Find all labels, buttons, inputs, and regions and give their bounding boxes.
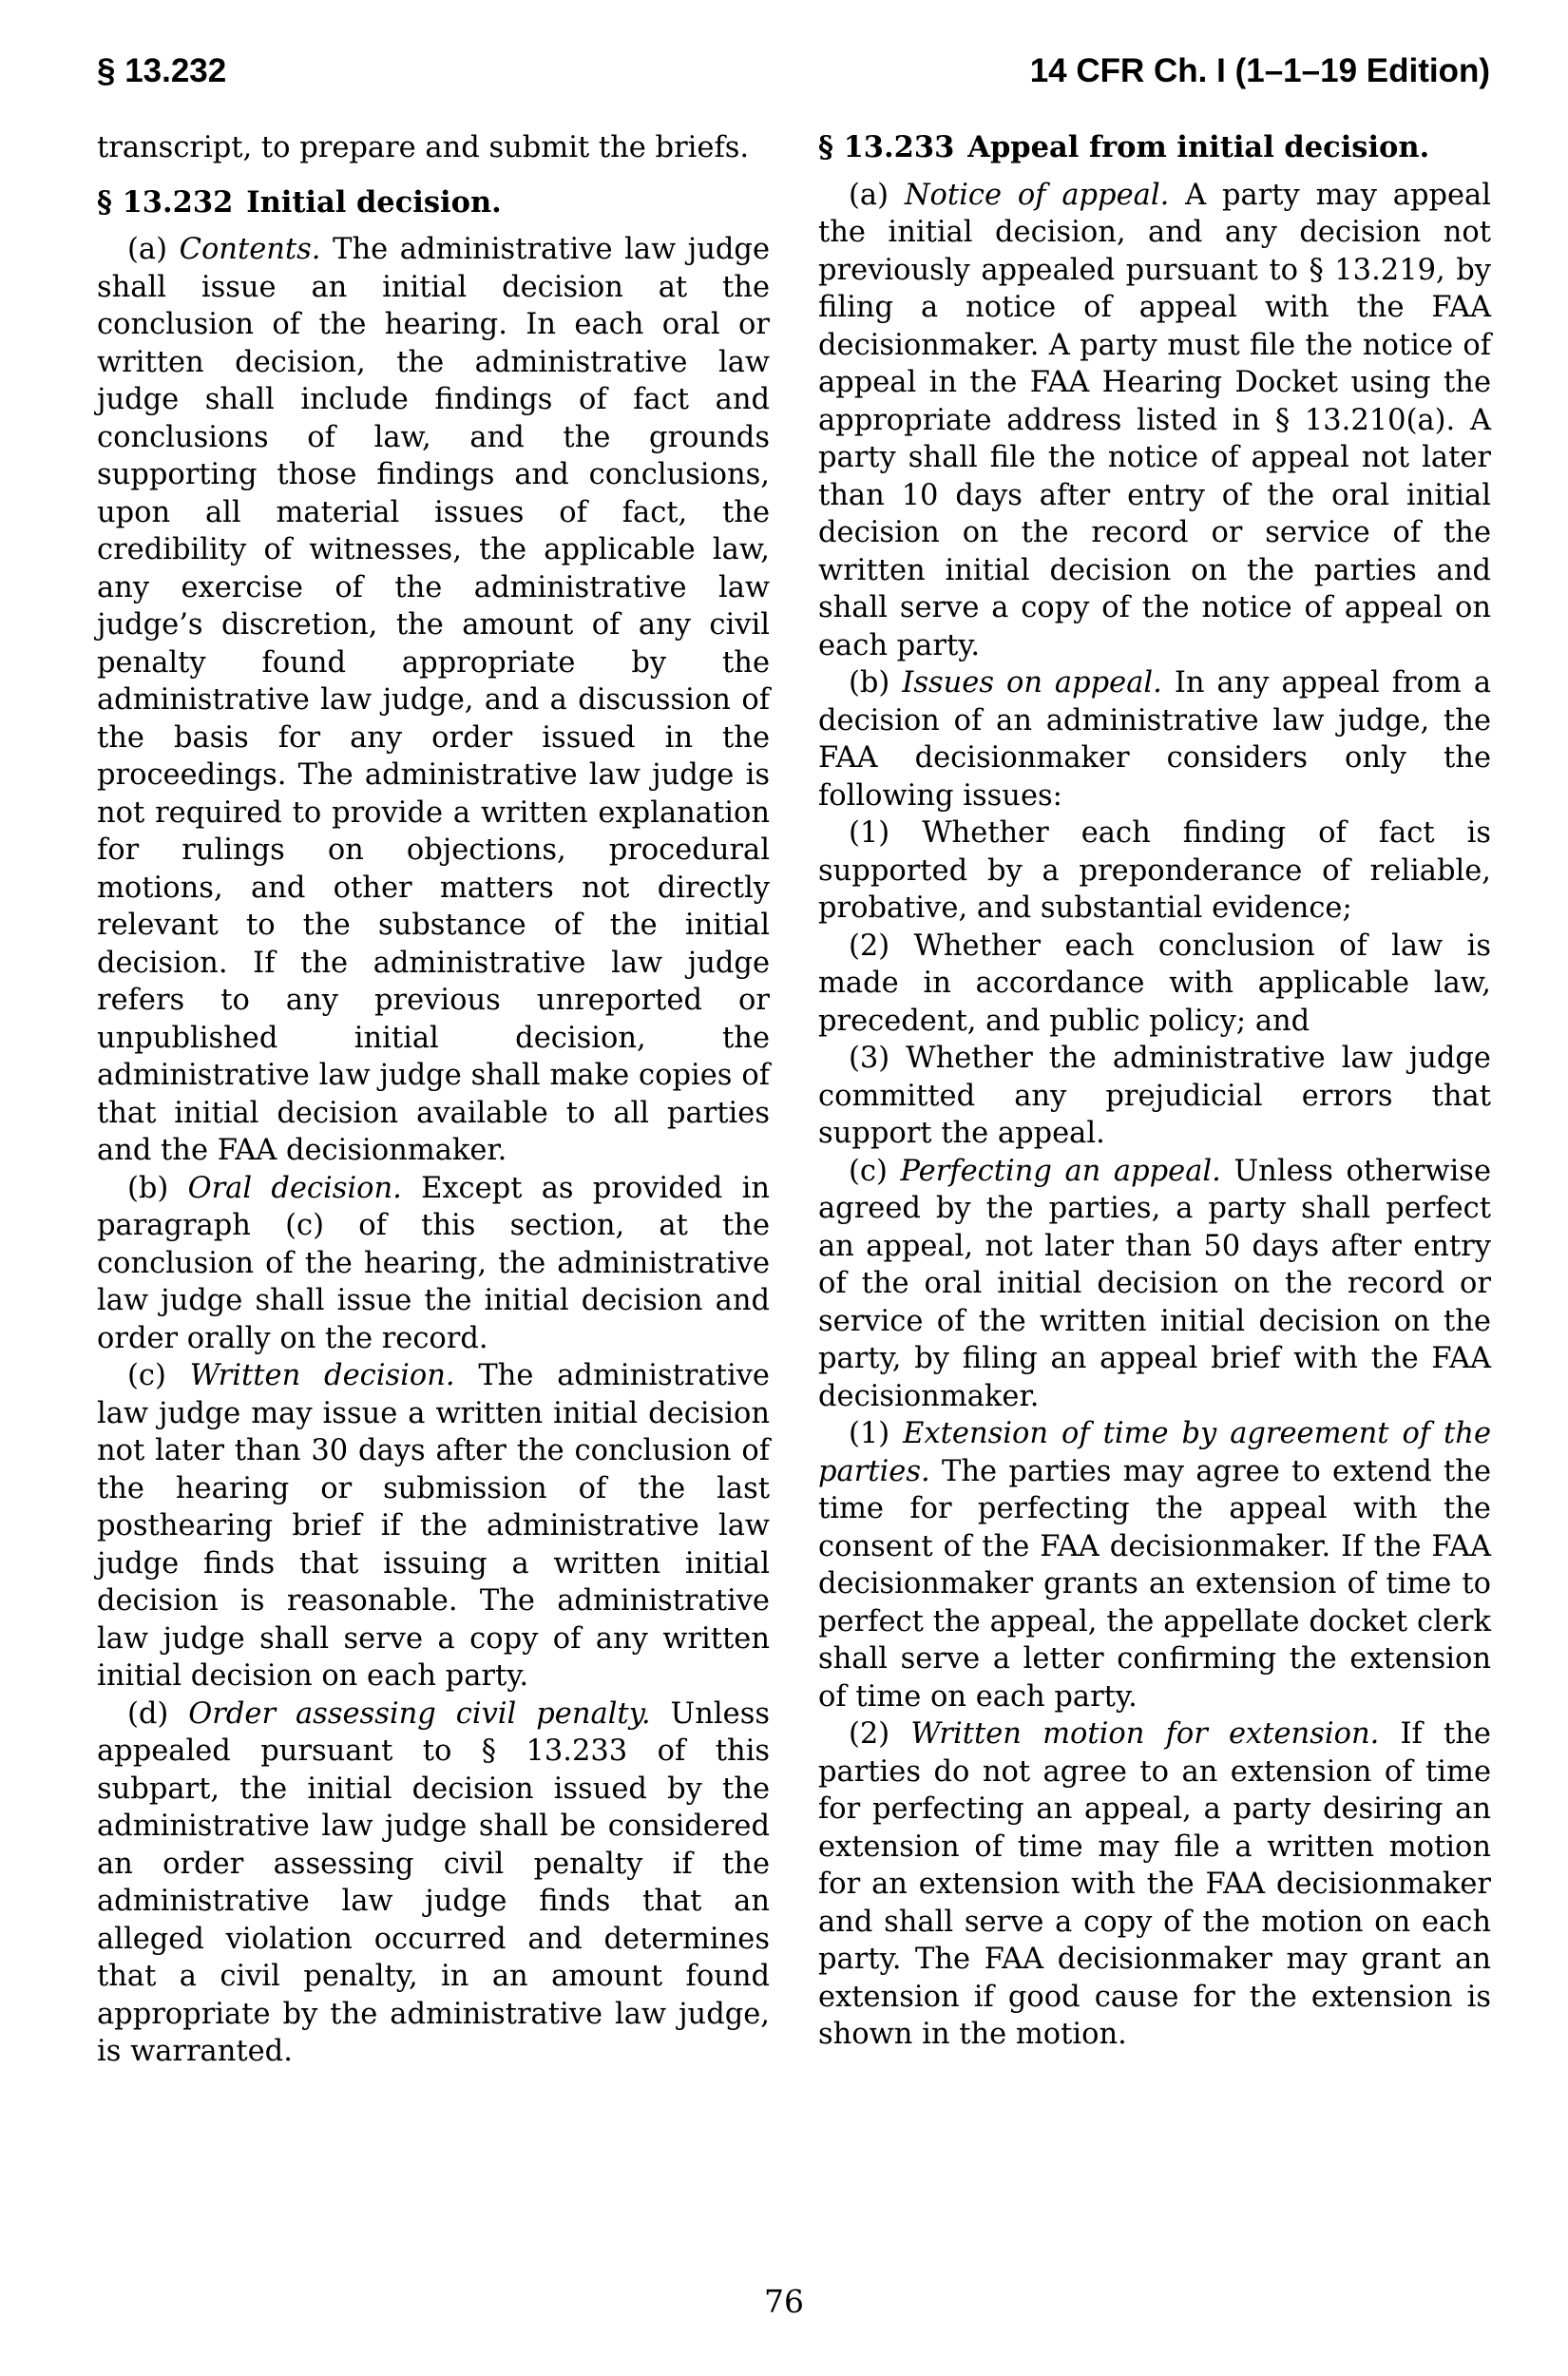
paragraph-text: Unless otherwise agreed by the parties, a party shall perfect an appeal, not later than 50 days after entry of the oral initial decision on the record or service of the written initial decision on the party, by filing an appeal brief with the FAA decisionmaker. — [818, 1154, 1491, 1413]
paragraph-text: The parties may agree to extend the time for perfecting the appeal with the consent of the FAA decisionmaker. If the FAA decisionmaker grants an extension of time to perfect the appeal, the appellate docket clerk shall serve a letter confirming the extension of time on each party. — [818, 1454, 1491, 1714]
paragraph-label: (b) — [127, 1171, 188, 1205]
paragraph-label: (c) — [127, 1359, 190, 1392]
page-number: 76 — [764, 2283, 804, 2320]
paragraph-b-2: (2) Whether each conclusion of law is made in accordance with applicable law, precedent, and public policy; and — [818, 929, 1491, 1038]
header-section-ref: § 13.232 — [97, 52, 227, 89]
paragraph-label: (c) — [849, 1154, 901, 1188]
right-column — [818, 129, 1491, 2054]
section-title: Initial decision. — [246, 184, 502, 220]
section-number: § 13.233 — [818, 130, 955, 164]
paragraph-text: The administrative law judge may issue a written initial decision not later than 30 days after the conclusion of the hearing or submission of the last posthearing brief if the administrative law judge finds that issuing a written initial decision is reasonable. The administrative law judge shall serve a copy of any written initial decision on each party. — [97, 1359, 770, 1693]
section-heading-13-233 — [818, 129, 1491, 167]
paragraph-b-oral-decision — [97, 1170, 770, 1358]
paragraph-a-contents — [97, 231, 770, 1170]
section-heading-13-232 — [97, 184, 770, 222]
paragraph-text: If the parties do not agree to an extension of time for perfecting an appeal, a party desiring an extension of time may file a written motion for an extension with the FAA decisionmaker and shall serve a copy of the motion on each party. The FAA decisionmaker may grant an extension if good cause for the extension is shown in the motion. — [818, 1717, 1491, 2051]
section-title: Appeal from initial decision. — [967, 130, 1430, 164]
paragraph-label: (1) — [849, 1417, 904, 1450]
paragraph-b-1: (1) Whether each finding of fact is supported by a preponderance of reliable, probative, and substantial evidence; — [818, 816, 1491, 925]
paragraph-text: A party may appeal the initial decision, and any decision not previously appealed pursuant to § 13.219, by filing a notice of appeal with the FAA decisionmaker. A party must file the notice of appeal in the FAA Hearing Docket using the appropriate address listed in § 13.210(a). A party shall file the notice of appeal not later than 10 days after entry of the oral initial decision on the record or service of the written initial decision on the parties and shall serve a copy of the notice of appeal on each party. — [818, 178, 1491, 662]
continued-paragraph: transcript, to prepare and submit the briefs. — [97, 131, 750, 164]
paragraph-label: (2) — [849, 1717, 911, 1751]
paragraph-c-1-extension-by-agreement — [818, 1415, 1491, 1715]
paragraph-label: (a) — [127, 233, 180, 266]
paragraph-label: (b) — [849, 666, 903, 699]
paragraph-text: The administrative law judge shall issue an initial decision at the conclusion of the hearing. In each oral or written decision, the administrative law judge shall include findings of fact and conclusions of law, and the grounds supporting those findings and conclusions, upon all material issues of fact, the credibility of witnesses, the applicable law, any exercise of the administrative law judge’s discretion, the amount of any civil penalty found appropriate by the administrative law judge, and a discussion of the basis for any order issued in the proceedings. The administrative law judge is not required to provide a written explanation for rulings on objections, procedural motions, and other matters not directly relevant to the substance of the initial decision. If the administrative law judge refers to any previous unreported or unpublished initial decision, the administrative law judge shall make copies of that initial decision available to all parties and the FAA decisionmaker. — [97, 233, 770, 1167]
section-number: § 13.232 — [97, 184, 234, 220]
paragraph-c-2-written-motion — [818, 1715, 1491, 2054]
paragraph-c-written-decision — [97, 1357, 770, 1696]
running-header — [97, 48, 1490, 95]
paragraph-heading: Extension of time by agreement of the parties. — [818, 1417, 1491, 1488]
paragraph-heading: Perfecting an appeal. — [900, 1154, 1221, 1188]
paragraph-heading: Contents. — [179, 233, 321, 266]
paragraph-label: (d) — [127, 1696, 189, 1731]
paragraph-heading: Order assessing civil penalty. — [188, 1696, 651, 1731]
paragraph-text: Except as provided in paragraph (c) of this section, at the conclusion of the hearing, the administrative law judge shall issue the initial decision and order orally on the record. — [97, 1171, 770, 1355]
paragraph-b-issues-on-appeal — [818, 664, 1491, 814]
paragraph-heading: Oral decision. — [187, 1171, 402, 1205]
paragraph-label: (a) — [849, 178, 905, 212]
paragraph-text: In any appeal from a decision of an administrative law judge, the FAA decisionmaker considers only the following issues: — [818, 666, 1491, 813]
paragraph-a-notice-of-appeal — [818, 177, 1491, 665]
paragraph-c-perfecting-appeal — [818, 1153, 1491, 1416]
paragraph-heading: Written motion for extension. — [910, 1717, 1380, 1751]
paragraph-heading: Issues on appeal. — [902, 666, 1162, 699]
left-column — [97, 129, 770, 2071]
paragraph-d-order-civil-penalty — [97, 1696, 770, 2071]
paragraph-b-3: (3) Whether the administrative law judge committed any prejudicial errors that support the appeal. — [818, 1042, 1491, 1150]
paragraph-text: Unless appealed pursuant to § 13.233 of this subpart, the initial decision issued by the administrative law judge shall be considered an order assessing civil penalty if the administrative law judge finds that an alleged violation occurred and determines that a civil penalty, in an amount found appropriate by the administrative law judge, is warranted. — [97, 1696, 771, 2068]
paragraph-heading: Written decision. — [189, 1359, 455, 1392]
header-edition: 14 CFR Ch. I (1–1–19 Edition) — [1029, 52, 1490, 89]
paragraph-heading: Notice of appeal. — [904, 178, 1170, 212]
